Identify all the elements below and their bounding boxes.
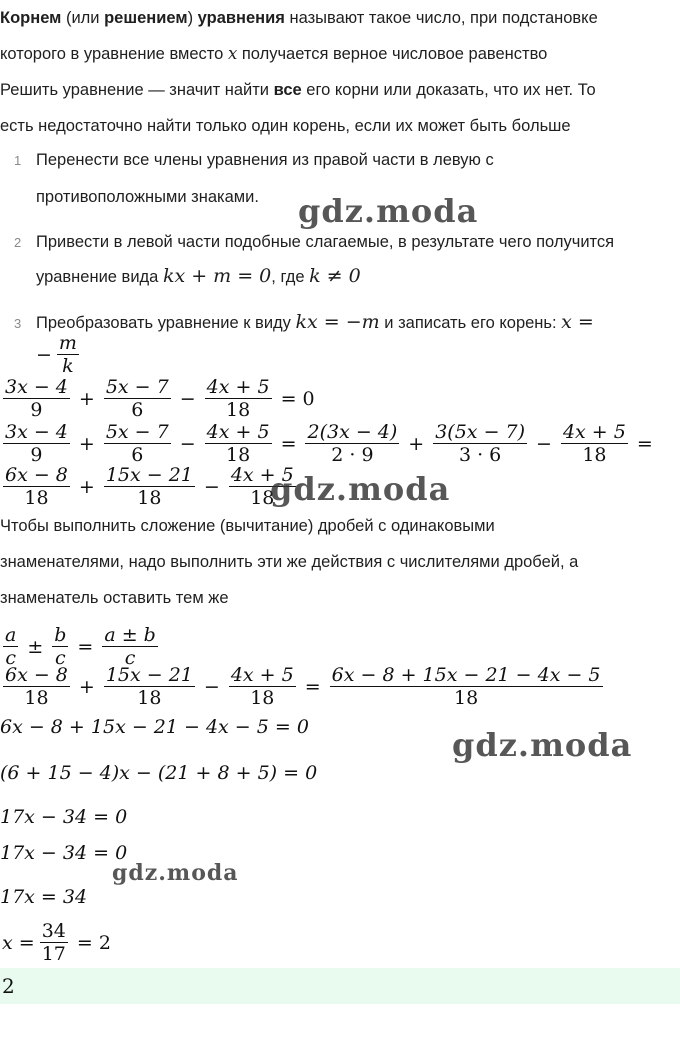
denominator: 18: [24, 687, 49, 709]
step-1: [14, 150, 494, 171]
term-root: Корнем: [0, 9, 62, 27]
definition-line-4: есть недостаточно найти только один корень, если их может быть больше: [0, 117, 571, 135]
result: = 2: [76, 931, 111, 954]
numerator: a ± b: [104, 624, 156, 646]
numerator: 3(5x − 7): [435, 421, 526, 443]
rule-line-1: Чтобы выполнить сложение (вычитание) дробей с одинаковыми: [0, 517, 495, 535]
step-3: [14, 312, 594, 334]
operator: −: [179, 432, 196, 455]
text-fragment: его корни или доказать, что их нет. То: [301, 81, 596, 99]
lhs: x =: [2, 931, 35, 954]
equals-sign: =: [280, 432, 297, 455]
math-expression: k ≠ 0: [309, 265, 361, 287]
numerator: 4x + 5: [230, 664, 294, 686]
equals-sign: =: [636, 432, 653, 455]
minus-sign: −: [36, 343, 52, 366]
operator: −: [203, 475, 220, 498]
operator: +: [408, 432, 425, 455]
step-3-root-fraction: [34, 332, 82, 377]
numerator: m: [58, 332, 77, 354]
answer-block: [0, 968, 680, 1004]
numerator: 34: [41, 920, 66, 942]
watermark-logo: gdz.moda: [452, 726, 633, 764]
fraction: [330, 664, 603, 709]
text-fragment: Решить уравнение — значит найти: [0, 81, 274, 99]
operator: ±: [27, 635, 44, 658]
equation-combined: [0, 664, 606, 709]
fraction: [561, 421, 628, 466]
equation-expanded: [0, 464, 299, 509]
fraction: [104, 664, 195, 709]
definition-line-2: [0, 44, 547, 64]
numerator: 3x − 4: [5, 421, 68, 443]
equation-common-denominator: [0, 421, 659, 466]
numerator: 6x − 8: [5, 664, 68, 686]
operator: +: [78, 675, 95, 698]
denominator: k: [62, 355, 74, 377]
solution-line-5: 17x = 34: [0, 886, 88, 908]
step-text: , где: [271, 268, 310, 286]
denominator: 6: [131, 399, 144, 421]
term-solution: решением: [104, 9, 188, 27]
step-number: 2: [14, 235, 22, 250]
fraction: [205, 421, 272, 466]
fraction: [52, 624, 68, 669]
numerator: 6x − 8: [5, 464, 68, 486]
solution-line-1: 6x − 8 + 15x − 21 − 4x − 5 = 0: [0, 716, 309, 738]
fraction: [433, 421, 527, 466]
rule-line-3: знаменатель оставить тем же: [0, 589, 229, 607]
text-fragment: которого в уравнение вместо: [0, 45, 228, 63]
step-text: Привести в левой части подобные слагаемые, в результате чего получится: [36, 233, 615, 251]
denominator: 9: [30, 444, 43, 466]
denominator: c: [5, 647, 16, 669]
fraction-rule-formula: [0, 624, 161, 669]
operator: +: [78, 475, 95, 498]
numerator: 2(3x − 4): [307, 421, 398, 443]
step-number: 1: [14, 153, 22, 168]
fraction: [3, 421, 70, 466]
solution-line-2: (6 + 15 − 4)x − (21 + 8 + 5) = 0: [0, 762, 318, 784]
denominator: 9: [30, 399, 43, 421]
denominator: 18: [137, 687, 162, 709]
text-fragment: ): [187, 9, 198, 27]
numerator: 5x − 7: [105, 376, 169, 398]
operator: +: [78, 387, 95, 410]
step-number: 3: [14, 316, 22, 331]
denominator: 2 · 9: [331, 444, 374, 466]
step-text: Преобразовать уравнение к виду: [36, 314, 296, 332]
step-2: [14, 232, 614, 253]
variable-x: x: [227, 44, 238, 63]
step-text: Перенести все члены уравнения из правой части в левую с: [36, 151, 494, 169]
denominator: 18: [137, 487, 162, 509]
definition-line-1: [0, 8, 598, 28]
numerator: 4x + 5: [206, 421, 270, 443]
term-equation: уравнения: [197, 9, 285, 27]
fraction: [57, 332, 79, 377]
fraction: [3, 376, 70, 421]
denominator: 6: [131, 444, 144, 466]
fraction: [3, 624, 18, 669]
term-all: все: [273, 81, 302, 99]
equation-original: [0, 376, 321, 421]
solution-line-4: 17x − 34 = 0: [0, 842, 128, 864]
solution-line-3: 17x − 34 = 0: [0, 806, 128, 828]
step-2-line-2: [36, 266, 361, 287]
math-expression: x =: [561, 311, 594, 333]
denominator: 18: [250, 487, 275, 509]
watermark-logo: gdz.moda: [270, 470, 451, 508]
numerator: b: [54, 624, 67, 646]
numerator: 15x − 21: [105, 464, 193, 486]
fraction: [104, 376, 171, 421]
fraction: [40, 920, 68, 965]
denominator: 18: [582, 444, 607, 466]
equals-sign: =: [77, 635, 94, 658]
text-fragment: называют такое число, при подстановке: [284, 9, 598, 27]
step-text: и записать его корень:: [379, 314, 562, 332]
denominator: 18: [453, 687, 479, 709]
numerator: 4x + 5: [206, 376, 270, 398]
denominator: 3 · 6: [458, 444, 502, 466]
step-1-line-2: противоположными знаками.: [36, 188, 259, 206]
definition-line-3: [0, 80, 596, 100]
numerator: 3x − 4: [5, 376, 68, 398]
numerator: a: [5, 624, 17, 646]
numerator: 5x − 7: [105, 421, 169, 443]
fraction: [102, 624, 158, 669]
final-root: [0, 920, 117, 965]
answer-value: 2: [2, 974, 15, 998]
numerator: 6x − 8 + 15x − 21 − 4x − 5: [331, 664, 601, 686]
watermark-logo: gdz.moda: [112, 860, 239, 886]
denominator: 18: [24, 487, 49, 509]
math-expression: kx = −m: [295, 311, 380, 333]
rule-line-2: знаменателями, надо выполнить эти же действия с числителями дробей, а: [0, 553, 579, 571]
fraction: [104, 421, 171, 466]
operator: +: [78, 432, 95, 455]
denominator: 18: [226, 444, 251, 466]
numerator: 4x + 5: [562, 421, 626, 443]
fraction: [104, 464, 195, 509]
fraction: [305, 421, 399, 466]
text-fragment: (или: [61, 9, 105, 27]
operator: −: [536, 432, 552, 455]
watermark-logo: gdz.moda: [298, 192, 479, 230]
equals-sign: =: [304, 675, 321, 698]
denominator: 18: [250, 687, 275, 709]
denominator: 17: [41, 943, 66, 965]
denominator: c: [124, 647, 136, 669]
equals-zero: = 0: [280, 387, 315, 410]
fraction: [3, 464, 70, 509]
fraction: [229, 664, 296, 709]
step-text: уравнение вида: [36, 268, 163, 286]
text-fragment: получается верное числовое равенство: [237, 45, 548, 63]
fraction: [3, 664, 70, 709]
fraction: [205, 376, 272, 421]
operator: −: [203, 675, 220, 698]
denominator: c: [55, 647, 66, 669]
denominator: 18: [226, 399, 251, 421]
numerator: 15x − 21: [105, 664, 193, 686]
math-expression: kx + m = 0: [162, 265, 272, 287]
numerator: 4x + 5: [230, 464, 294, 486]
operator: −: [179, 387, 196, 410]
